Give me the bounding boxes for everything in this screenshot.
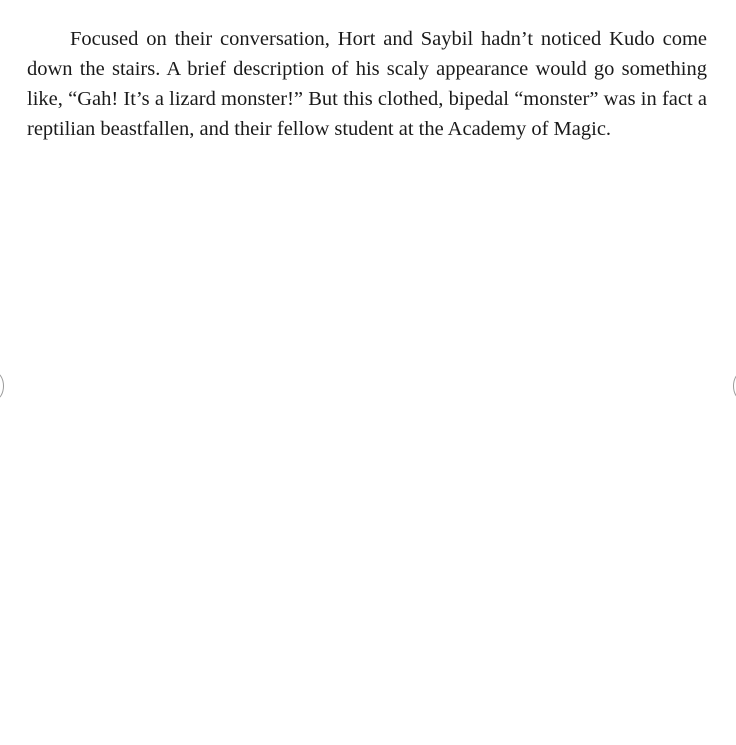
body-paragraph: Focused on their conversation, Hort and Saybil hadn’t noticed Kudo come down the stairs. A brief description of his scaly appearance would go something like, “Gah! It’s a lizard monster!” But this clothed, bipedal “monster” was in fact a reptilian beastfallen, and their fellow student at the Academy of Magic. (27, 28, 707, 140)
page-prev-icon[interactable] (0, 372, 4, 400)
